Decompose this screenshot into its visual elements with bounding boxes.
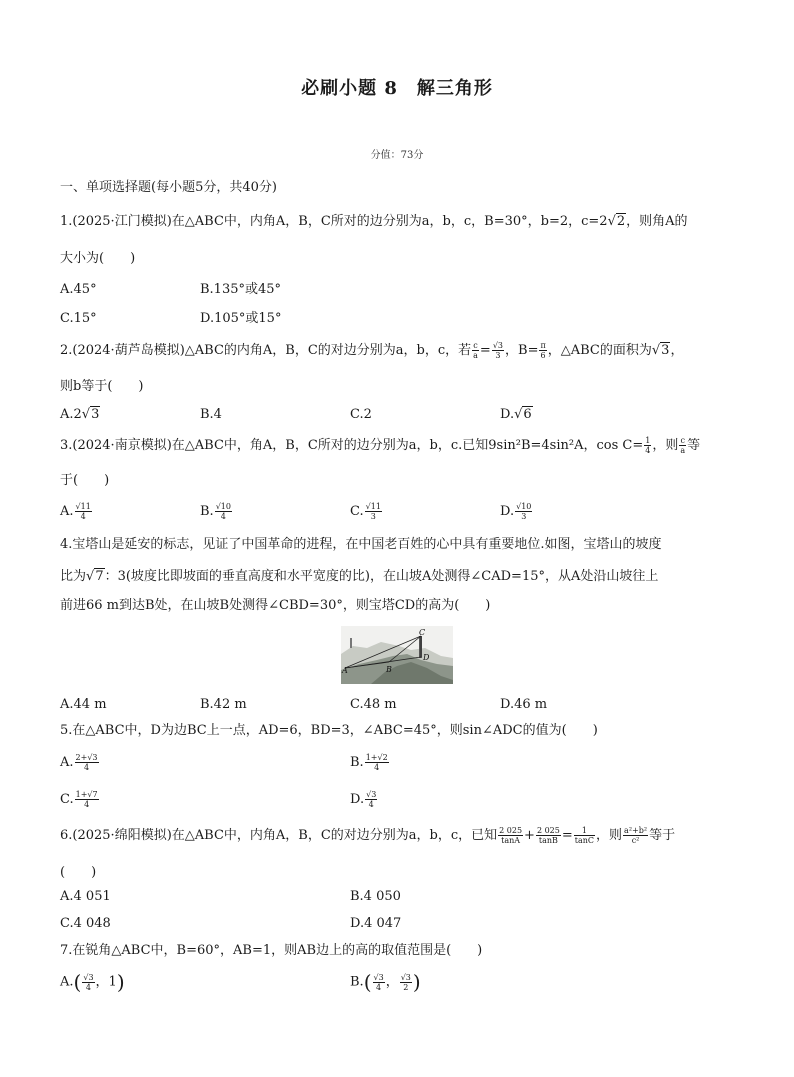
fraction: $\frac{2 025}{\tan B}$ <box>536 826 560 845</box>
fraction: $\frac{√3}{2}$ <box>400 972 411 992</box>
sqrt-symbol: √6 <box>514 407 532 422</box>
sqrt-symbol: √2 <box>607 214 626 229</box>
q3-line2: 于( ) <box>60 473 110 488</box>
fraction: $\frac{c}{a}$ <box>680 436 686 455</box>
q1-option-d[interactable]: D.105°或15° <box>200 311 282 326</box>
fraction: $\frac{2+√3}{4}$ <box>75 753 98 772</box>
point-label-c: C <box>419 628 426 637</box>
q6-option-d[interactable]: D.4 047 <box>350 916 402 931</box>
fraction: $\frac{√10}{4}$ <box>215 502 231 521</box>
q5-line1: 5.在△ABC中，D为边BC上一点，AD=6，BD=3，∠ABC=45°，则sin∠ADC的值为( ) <box>60 723 598 738</box>
fraction: $\frac{√3}{4}$ <box>373 972 384 992</box>
q3-option-b[interactable]: B. $\frac{√10}{4}$ <box>200 502 231 521</box>
q1-option-c[interactable]: C.15° <box>60 311 97 326</box>
fraction: $\frac{2 025}{\tan A}$ <box>499 826 523 845</box>
fraction: $\frac{√11}{3}$ <box>365 502 381 521</box>
q4-line1: 4.宝塔山是延安的标志，见证了中国革命的进程，在中国老百姓的心中具有重要地位.如图，宝塔山的坡度 <box>60 537 662 552</box>
q6-line2: ( ) <box>60 865 97 880</box>
q6-option-a[interactable]: A.4 051 <box>60 889 111 904</box>
fraction: $\frac{√11}{4}$ <box>75 502 91 521</box>
q1-line1: 1.(2025·江门模拟)在△ABC中，内角A，B，C所对的边分别为a，b，c，B=30°，b=2，c=2√2，则角A的 <box>60 212 688 232</box>
q3-option-d[interactable]: D. $\frac{√10}{3}$ <box>500 502 532 521</box>
q1-line2: 大小为( ) <box>60 251 136 266</box>
section-heading: 一、单项选择题(每小题5分，共40分) <box>60 180 277 195</box>
fraction: $\frac{c}{a}$ <box>473 341 478 360</box>
q5-option-d[interactable]: D. $\frac{√3}{4}$ <box>350 790 377 809</box>
score-label: 分值：73分 <box>370 150 424 161</box>
q4-option-d[interactable]: D.46 m <box>500 697 548 712</box>
q4-option-a[interactable]: A.44 m <box>60 697 107 712</box>
q2-option-b[interactable]: B.4 <box>200 407 222 422</box>
q3-option-c[interactable]: C. $\frac{√11}{3}$ <box>350 502 381 521</box>
q2-option-a[interactable]: A.2√3 <box>60 405 100 425</box>
fraction: $\frac{1+√7}{4}$ <box>75 790 98 809</box>
fraction: $\frac{√10}{3}$ <box>516 502 532 521</box>
q1-option-b[interactable]: B.135°或45° <box>200 282 282 297</box>
fraction: $\frac{1}{4}$ <box>645 436 651 455</box>
fraction: $\frac{\text{a²+b²}}{\text{c²}}$ <box>624 826 648 845</box>
sqrt-symbol: √7 <box>86 569 104 584</box>
fraction: $\frac{√3}{4}$ <box>83 972 94 992</box>
q4-line2: 比为√7：3(坡度比即坡面的垂直高度和水平宽度的比)，在山坡A处测得∠CAD=15°，从A处沿山坡往上 <box>60 567 658 587</box>
q5-option-a[interactable]: A. $\frac{2+√3}{4}$ <box>60 753 98 772</box>
fraction: $\frac{\pi}{6}$ <box>540 341 546 360</box>
q7-option-b[interactable]: B.( $\frac{√3}{4}$ ， $\frac{√3}{2}$ ) <box>350 970 421 994</box>
fraction: $\frac{1+√2}{4}$ <box>365 753 388 772</box>
sqrt-symbol: √3 <box>81 407 100 422</box>
point-label-d: D <box>423 653 430 662</box>
q7-line1: 7.在锐角△ABC中，B=60°，AB=1，则AB边上的高的取值范围是( ) <box>60 943 483 958</box>
sqrt-symbol: √3 <box>651 343 670 358</box>
pagoda-mountain-figure <box>341 626 453 684</box>
tower-left <box>350 638 352 648</box>
q6-line1: 6.(2025·绵阳模拟)在△ABC中，内角A，B，C的对边分别为a，b，c，已知 $\frac{2 025}{\tan A}$ + $\frac{2 025}{\tan B}$ = $\frac{1}{\tan C}$ ，则 $\frac{\text{a²+b²}}{\text{c²}}$ 等于 <box>60 826 676 845</box>
q4-option-b[interactable]: B.42 m <box>200 697 247 712</box>
q4-option-c[interactable]: C.48 m <box>350 697 397 712</box>
fraction: $\frac{√3}{3}$ <box>492 341 504 360</box>
q3-line1: 3.(2024·南京模拟)在△ABC中，角A，B，C所对的边分别为a，b，c.已知9sin²B=4sin²A，cos C= $\frac{1}{4}$ ，则 $\frac{c}{a}$ 等 <box>60 436 701 455</box>
q4-line3: 前进66 m到达B处，在山坡B处测得∠CBD=30°，则宝塔CD的高为( ) <box>60 598 491 613</box>
q6-option-b[interactable]: B.4 050 <box>350 889 401 904</box>
q2-line2: 则b等于( ) <box>60 379 144 394</box>
q2-line1: 2.(2024·葫芦岛模拟)△ABC的内角A，B，C的对边分别为a，b，c，若 $\frac{c}{a}$ = $\frac{√3}{3}$ ，B= $\frac{\pi}{6}$ ，△ABC的面积为√3， <box>60 341 684 360</box>
q2-option-d[interactable]: D.√6 <box>500 405 533 425</box>
q7-option-a[interactable]: A.( $\frac{√3}{4}$ ，1) <box>60 970 125 994</box>
q1-option-a[interactable]: A.45° <box>60 282 97 297</box>
q5-option-c[interactable]: C. $\frac{1+√7}{4}$ <box>60 790 98 809</box>
page-title: 必刷小题 8 解三角形 <box>301 78 493 99</box>
fraction: $\frac{√3}{4}$ <box>366 790 377 809</box>
q6-option-c[interactable]: C.4 048 <box>60 916 111 931</box>
q2-option-c[interactable]: C.2 <box>350 407 372 422</box>
point-label-b: B <box>386 665 392 674</box>
pagoda-icon <box>419 636 422 658</box>
point-label-a: A <box>342 666 348 675</box>
fraction: $\frac{1}{\tan C}$ <box>574 826 595 845</box>
q3-option-a[interactable]: A. $\frac{√11}{4}$ <box>60 502 91 521</box>
q5-option-b[interactable]: B. $\frac{1+√2}{4}$ <box>350 753 388 772</box>
